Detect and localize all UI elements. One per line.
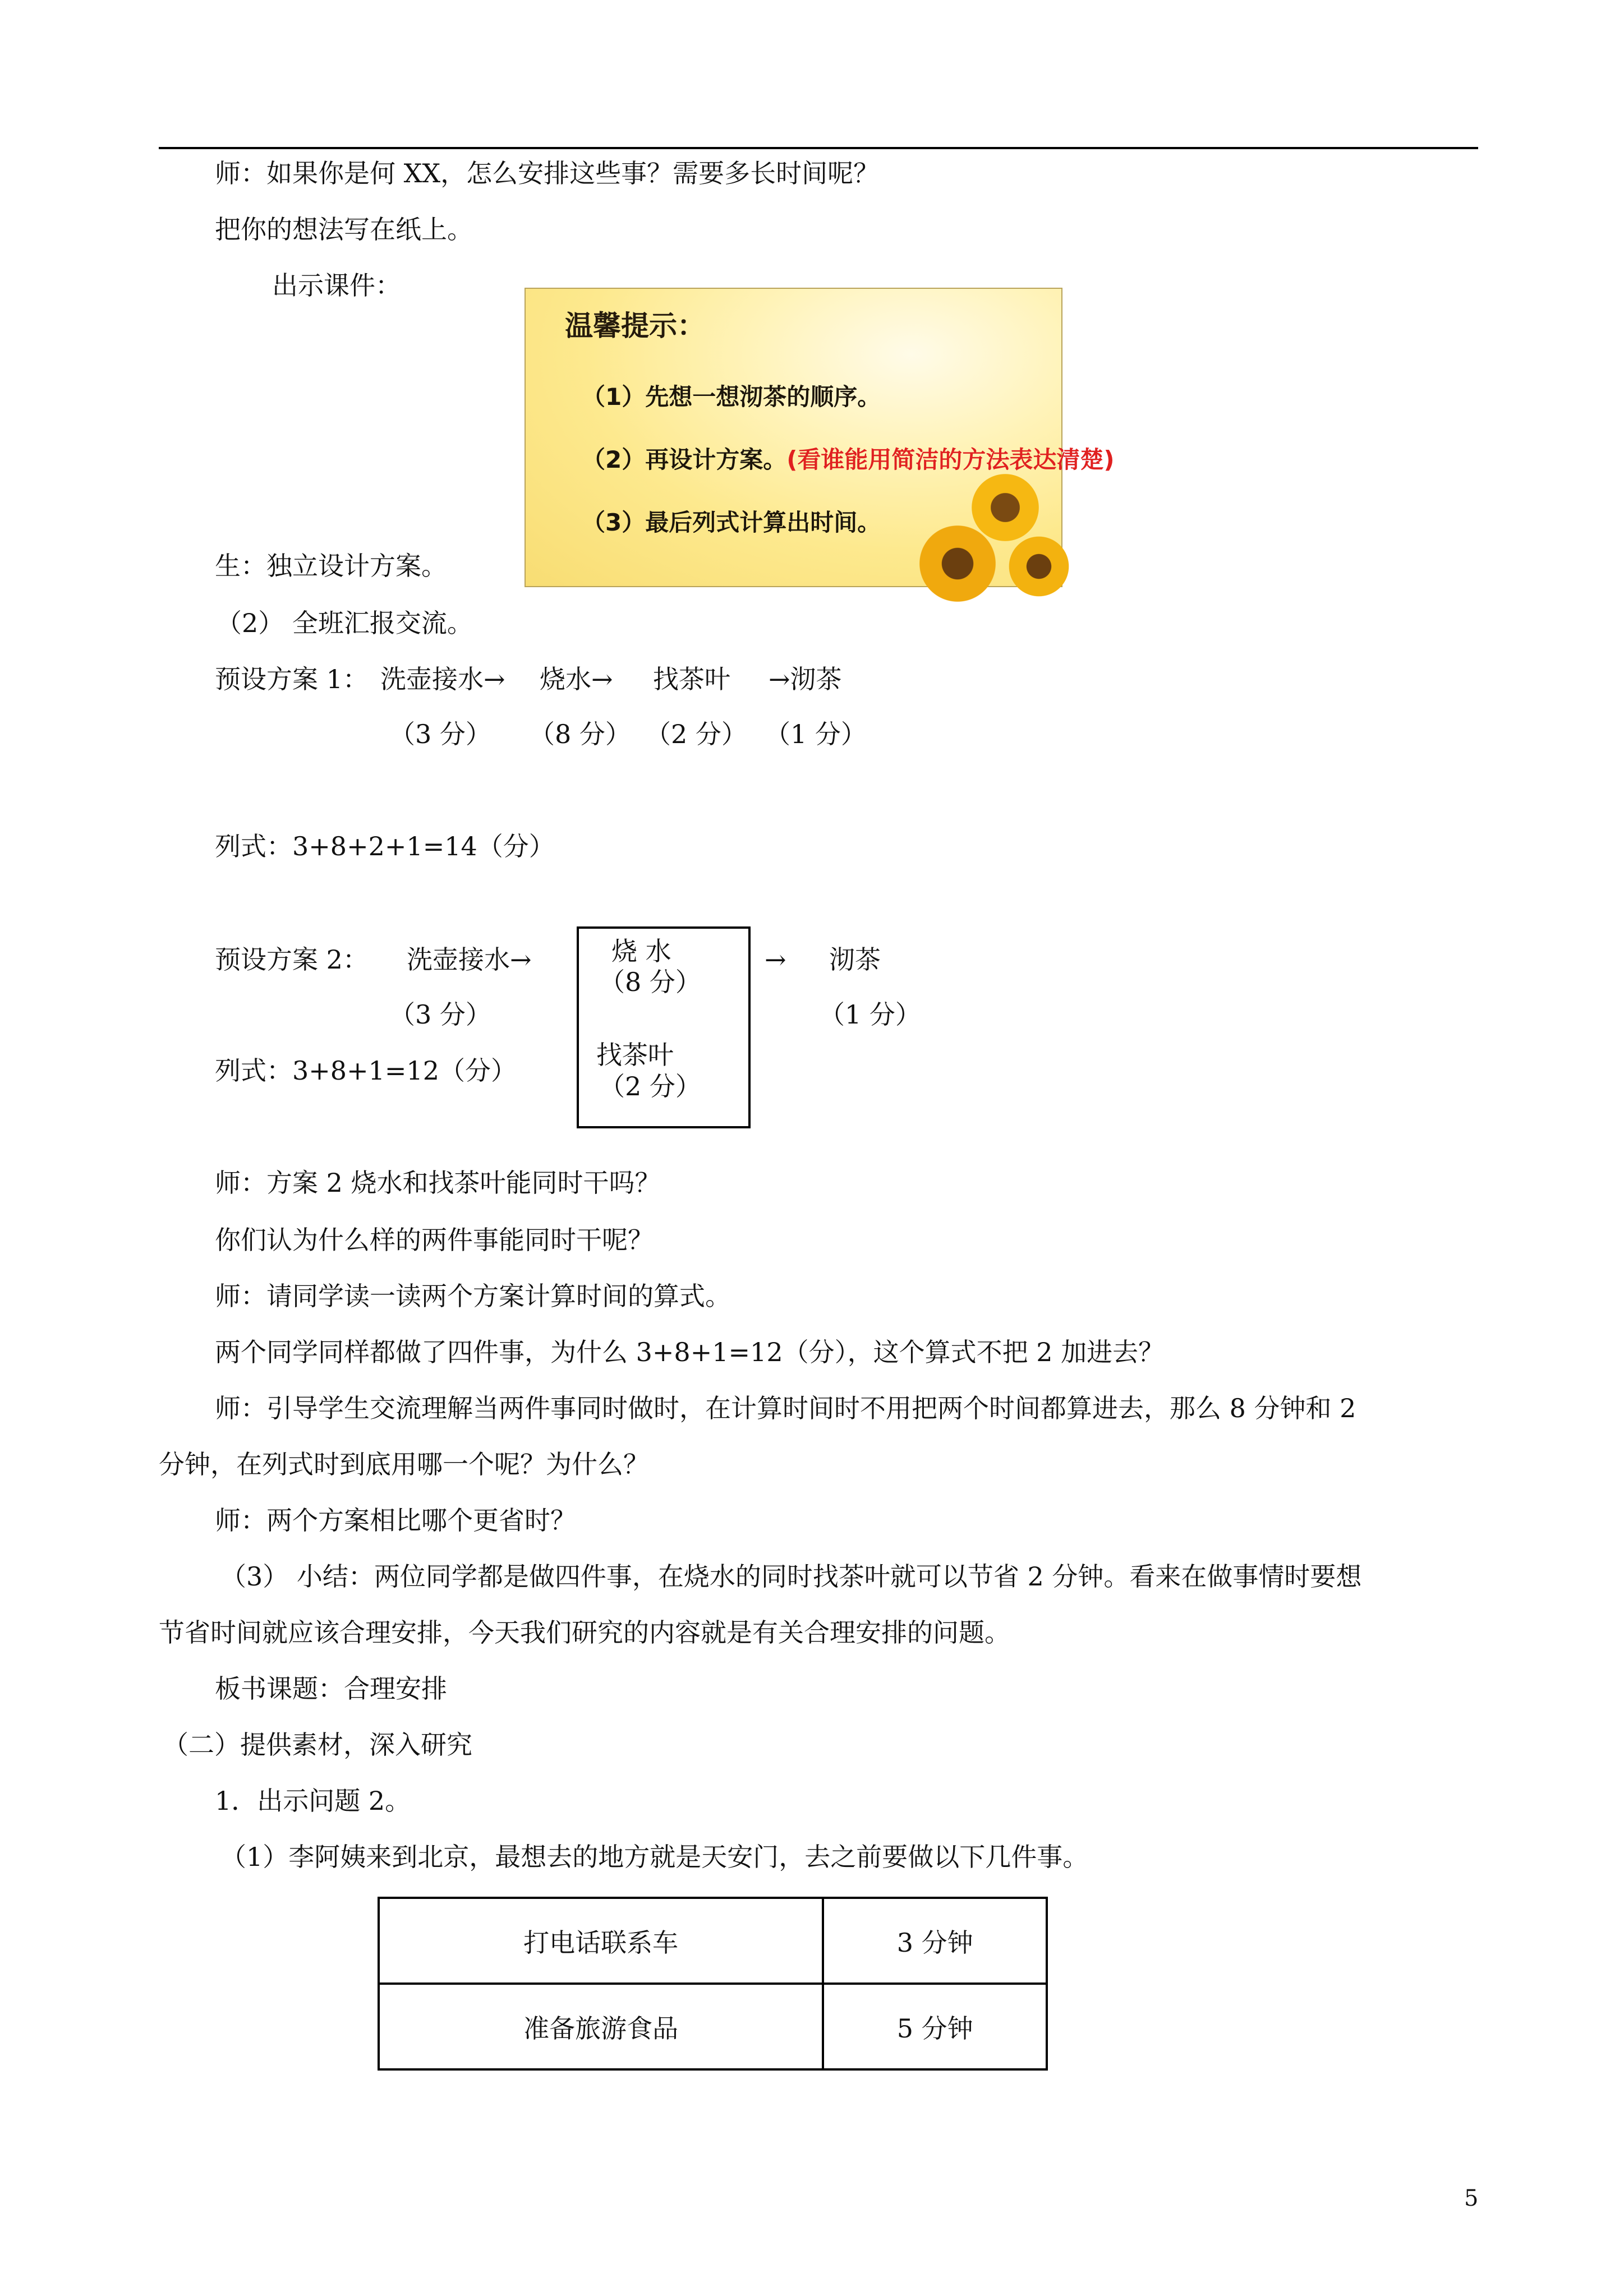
plan1-formula: 列式：3+8+2+1=14（分） [215,831,555,861]
page-number: 5 [1464,2186,1479,2211]
line-write-down: 把你的想法写在纸上。 [215,214,473,245]
plan2-time-1: （3 分） [389,999,491,1030]
plan2-label: 预设方案 2： [215,944,369,975]
line-q1: 师：方案 2 烧水和找茶叶能同时干吗？ [215,1168,661,1198]
table-row [379,1898,1047,1984]
line-q7a: （3） 小结：两位同学都是做四件事，在烧水的同时找茶叶就可以节省 2 分钟。看来在做事情时要想 [220,1561,1362,1592]
table-row [379,1984,1047,2069]
plan1-step-3: 找茶叶 [653,664,730,694]
line-q10: 1．出示问题 2。 [215,1786,411,1816]
line-q3: 师：请同学读一读两个方案计算时间的算式。 [215,1281,731,1311]
plan1-step-1: 洗壶接水→ [380,664,505,694]
slide-item-1: （1）先想一想沏茶的顺序。 [582,383,881,411]
slide-item-2-red: (看谁能用简洁的方法表达清楚) [786,446,1115,473]
line-teacher-question: 师：如果你是何 XX，怎么安排这些事？需要多长时间呢？ [215,158,880,188]
line-q8: 板书课题：合理安排 [215,1673,447,1704]
plan2-arrow: → [765,944,786,975]
task-time-table [378,1897,1048,2071]
line-class-report: （2） 全班汇报交流。 [216,608,473,638]
plan1-time-2: （8 分） [529,719,631,749]
line-student-design: 生：独立设计方案。 [215,551,447,581]
table-cell-time: 3 分钟 [823,1898,1047,1984]
sunflower-icon [1008,536,1070,597]
line-q5a: 师：引导学生交流理解当两件事同时做时，在计算时间时不用把两个时间都算进去，那么 8 分钟和 2 [215,1393,1356,1423]
slide-item-3: （3）最后列式计算出时间。 [582,509,881,536]
plan2-box-task-a: 烧 水 [611,936,671,966]
plan1-label: 预设方案 1： [215,664,369,694]
plan1-time-1: （3 分） [389,719,491,749]
plan2-step-3: 沏茶 [829,944,881,975]
section-heading: （二）提供素材，深入研究 [163,1730,472,1760]
plan2-box-task-b: 找茶叶 [596,1040,674,1070]
slide-item-2: （2）再设计方案。(看谁能用简洁的方法表达清楚) [582,446,1115,473]
table-cell-time: 5 分钟 [823,1984,1047,2069]
plan2-time-3: （1 分） [819,999,921,1030]
header-rule [159,147,1478,149]
slide-image [525,288,1115,587]
plan2-formula: 列式：3+8+1=12（分） [215,1055,517,1086]
plan1-step-4: →沏茶 [769,664,842,694]
plan2-box-time-a: （8 分） [599,967,701,997]
sunflower-icon [918,524,997,603]
table-cell-task: 准备旅游食品 [379,1984,823,2069]
slide-title: 温馨提示： [565,310,705,342]
plan1-time-4: （1 分） [765,719,867,749]
line-q2: 你们认为什么样的两件事能同时干呢？ [215,1225,654,1255]
plan1-step-2: 烧水→ [540,664,613,694]
line-show-slide: 出示课件： [272,270,401,301]
line-q5b: 分钟，在列式时到底用哪一个呢？为什么？ [159,1449,649,1479]
plan2-box-time-b: （2 分） [599,1071,701,1101]
table-cell-task: 打电话联系车 [379,1898,823,1984]
line-q7b: 节省时间就应该合理安排，今天我们研究的内容就是有关合理安排的问题。 [159,1617,1010,1648]
line-q11: （1）李阿姨来到北京，最想去的地方就是天安门，去之前要做以下几件事。 [220,1842,1089,1872]
plan1-time-3: （2 分） [645,719,747,749]
plan2-step-1: 洗壶接水→ [407,944,532,975]
line-q6: 师：两个方案相比哪个更省时？ [215,1505,576,1536]
line-q4: 两个同学同样都做了四件事，为什么 3+8+1=12（分），这个算式不把 2 加进去？ [215,1337,1165,1367]
sunflower-icon [972,474,1039,541]
